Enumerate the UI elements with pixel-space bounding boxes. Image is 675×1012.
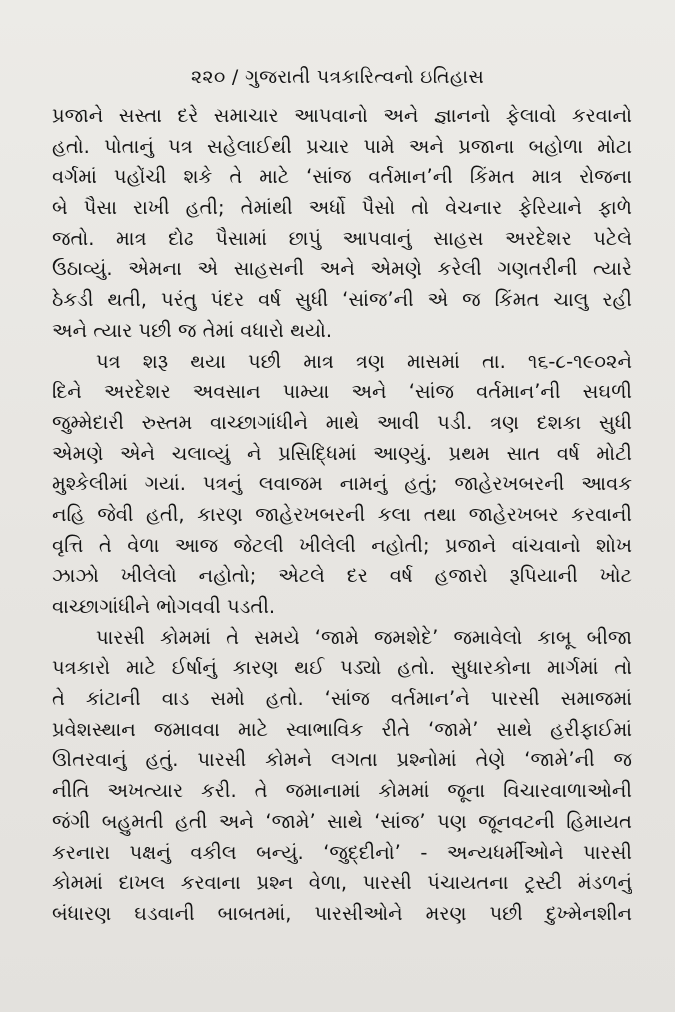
text-line: ઝાઝો ખીલેલો નહોતો; એટલે દર વર્ષ હજારો રૂપિયાની ખોટ bbox=[52, 564, 632, 588]
text-line: જતો. માત્ર દોઢ પૈસામાં છાપું આપવાનું સાહસ અરદેશર પટેલે bbox=[52, 226, 632, 250]
text-line: વાચ્છાગાંધીને ભોગવવી પડતી. bbox=[52, 595, 276, 618]
text-line: પ્રવેશસ્થાન જમાવવા માટે સ્વાભાવિક રીતે ‘જામે’ સાથે હરીફાઈમાં bbox=[52, 717, 632, 741]
text-line: વર્ગમાં પહોંચી શકે તે માટે ‘સાંજ વર્તમાન’ની કિંમત માત્ર રોજના bbox=[52, 165, 632, 189]
text-line: કરનારા પક્ષનું વકીલ બન્યું. ‘જુદ્દીનો’ - અન્યધર્મીઓને પારસી bbox=[52, 840, 632, 864]
text-line: અને ત્યાર પછી જ તેમાં વધારો થયો. bbox=[52, 318, 333, 342]
text-line: મુશ્કેલીમાં ગયાં. પત્રનું લવાજમ નામનું હતું; જાહેરખબરની આવક bbox=[52, 472, 632, 496]
paragraph-2 bbox=[52, 347, 632, 623]
text-line: તે કાંટાની વાડ સમો હતો. ‘સાંજ વર્તમાન’ને પારસી સમાજમાં bbox=[52, 687, 632, 711]
text-line: ઉઠાવ્યું. એમના એ સાહસની અને એમણે કરેલી ગણતરીની ત્યારે bbox=[52, 257, 632, 281]
text-line: જુમ્મેદારી રુસ્તમ વાચ્છાગાંધીને માથે આવી પડી. ત્રણ દશકા સુધી bbox=[52, 410, 632, 434]
text-line: ઠેકડી થતી, પરંતુ પંદર વર્ષ સુધી ‘સાંજ’ની એ જ કિંમત ચાલુ રહી bbox=[52, 288, 632, 312]
text-line: જંગી બહુમતી હતી અને ‘જામે’ સાથે ‘સાંજ’ પણ જૂનવટની હિમાયત bbox=[52, 809, 632, 833]
text-line: એમણે એને ચલાવ્યું ને પ્રસિદ્ધિમાં આણ્યું. પ્રથમ સાત વર્ષ મોટી bbox=[52, 441, 632, 465]
body-text bbox=[52, 101, 632, 930]
text-line: બે પૈસા રાખી હતી; તેમાંથી અર્ધો પૈસો તો વેચનાર ફેરિયાને ફાળે bbox=[52, 196, 632, 220]
text-line: કોમમાં દાખલ કરવાના પ્રશ્ન વેળા, પારસી પંચાયતના ટ્રસ્ટી મંડળનું bbox=[52, 871, 632, 895]
text-line: હતો. પોતાનું પત્ર સહેલાઈથી પ્રચાર પામે અને પ્રજાના બહોળા મોટા bbox=[52, 134, 632, 158]
paragraph-3 bbox=[52, 623, 632, 930]
text-line: પત્રકારો માટે ઈર્ષાનું કારણ થઈ પડ્યો હતો. સુધારકોના માર્ગમાં તો bbox=[52, 656, 632, 680]
text-line: ઊતરવાનું હતું. પારસી કોમને લગતા પ્રશ્નોમાં તેણે ‘જામે’ની જ bbox=[52, 748, 632, 772]
text-line: દિને અરદેશર અવસાન પામ્યા અને ‘સાંજ વર્તમાન’ની સઘળી bbox=[52, 380, 632, 404]
text-line: પ્રજાને સસ્તા દરે સમાચાર આપવાનો અને જ્ઞાનનો ફેલાવો કરવાનો bbox=[52, 104, 632, 127]
paragraph-1 bbox=[52, 101, 632, 347]
text-line: નહિ જેવી હતી, કારણ જાહેરખબરની કલા તથા જાહેરખબર કરવાની bbox=[52, 502, 632, 526]
text-line: પત્ર શરૂ થયા પછી માત્ર ત્રણ માસમાં તા. ૧૬-૮-૧૯૦૨ને bbox=[96, 349, 632, 373]
text-line: બંધારણ ઘડવાની બાબતમાં, પારસીઓને મરણ પછી દુખ્મેનશીન bbox=[52, 901, 632, 925]
text-line: નીતિ અખત્યાર કરી. તે જમાનામાં કોમમાં જૂના વિચારવાળાઓની bbox=[52, 779, 632, 803]
page-header: ૨૨૦ / ગુજરાતી પત્રકારિત્વનો ઇતિહાસ bbox=[190, 66, 485, 88]
text-line: વૃત્તિ તે વેળા આજ જેટલી ખીલેલી નહોતી; પ્રજાને વાંચવાનો શોખ bbox=[52, 533, 632, 557]
text-line: પારસી કોમમાં તે સમયે ‘જામે જમશેદે’ જમાવેલો કાબૂ બીજા bbox=[96, 625, 632, 649]
